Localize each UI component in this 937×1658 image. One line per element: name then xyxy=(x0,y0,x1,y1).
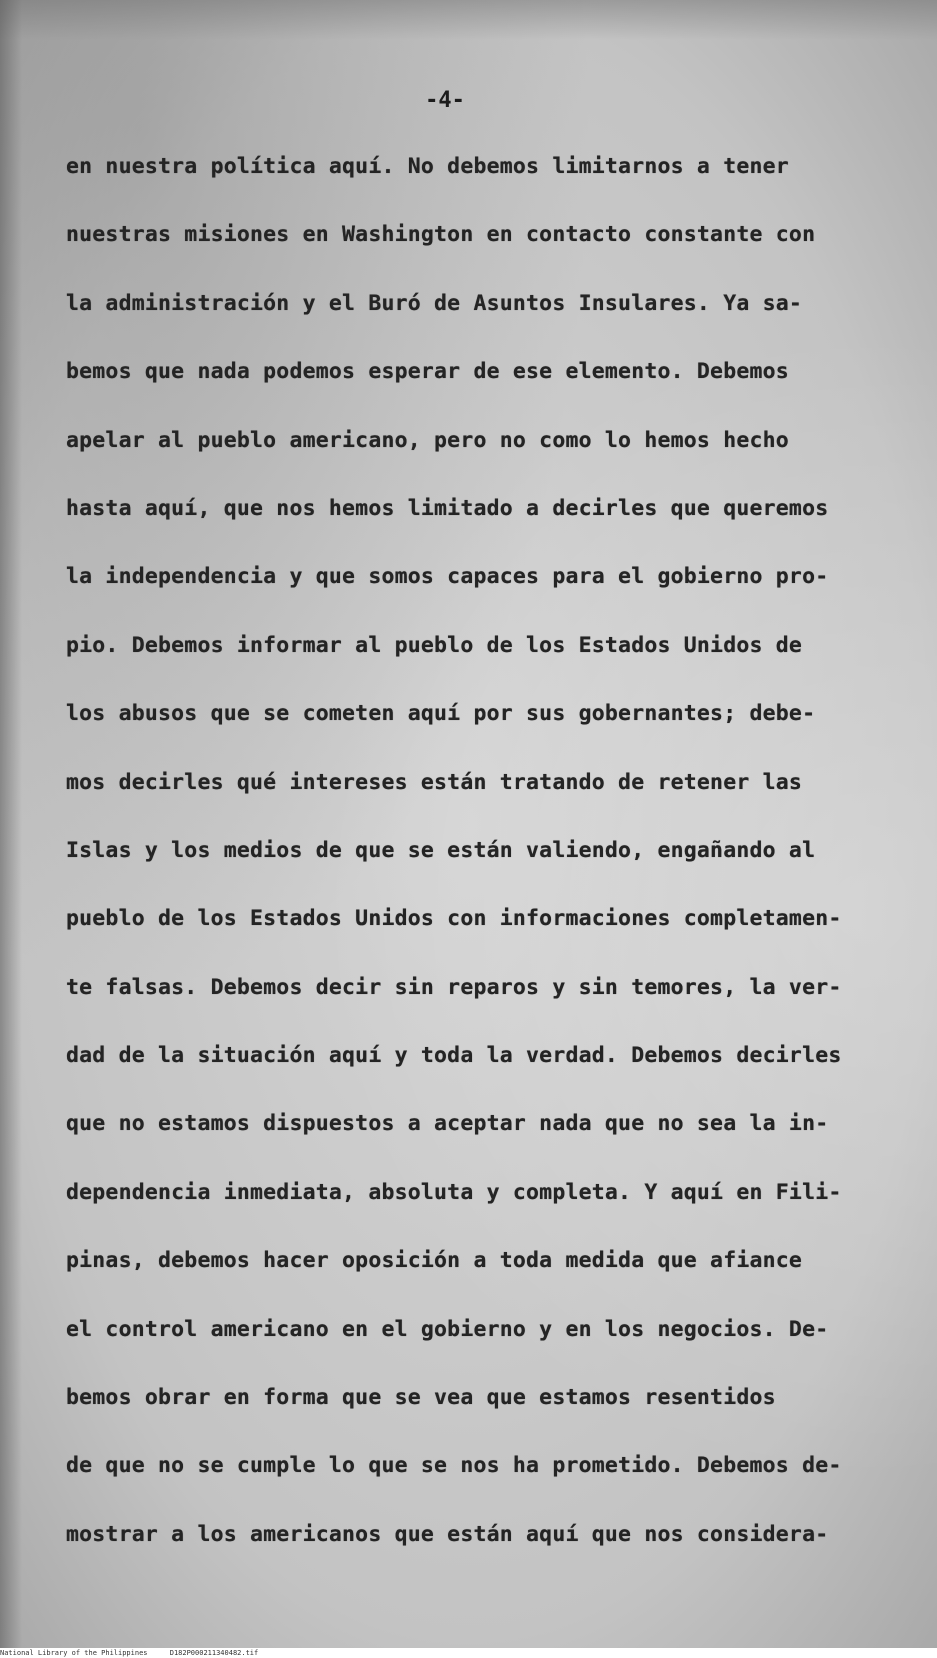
page-shadow-top xyxy=(0,0,937,40)
text-line: de que no se cumple lo que se nos ha prometido. Debemos de- xyxy=(66,1453,842,1479)
file-name: D182P000211340482.tif xyxy=(169,1649,259,1657)
text-line: pinas, debemos hacer oposición a toda medida que afiance xyxy=(66,1248,803,1274)
page-number: -4- xyxy=(425,88,465,113)
text-line: en nuestra política aquí. No debemos limitarnos a tener xyxy=(66,154,789,179)
text-line: mostrar a los americanos que están aquí que nos considera- xyxy=(66,1521,829,1547)
text-line: bemos que nada podemos esperar de ese elemento. Debemos xyxy=(66,359,789,385)
text-line: los abusos que se cometen aquí por sus gobernantes; debe- xyxy=(66,701,816,727)
text-line: pio. Debemos informar al pueblo de los Estados Unidos de xyxy=(66,632,803,658)
text-line: que no estamos dispuestos a aceptar nada que no sea la in- xyxy=(66,1111,829,1137)
text-line: apelar al pueblo americano, pero no como lo hemos hecho xyxy=(66,427,789,453)
text-line: mos decirles qué intereses están tratando de retener las xyxy=(66,769,803,795)
scan-footer xyxy=(0,1648,937,1658)
library-credit: National Library of the Philippines xyxy=(0,1649,148,1657)
text-line: hasta aquí, que nos hemos limitado a decirles que queremos xyxy=(66,495,829,521)
text-line: Islas y los medios de que se están valiendo, engañando al xyxy=(66,837,816,863)
text-line: nuestras misiones en Washington en contacto constante con xyxy=(66,222,816,248)
text-line: bemos obrar en forma que se vea que estamos resentidos xyxy=(66,1385,776,1411)
text-line: el control americano en el gobierno y en los negocios. De- xyxy=(66,1316,829,1342)
text-line: la administración y el Buró de Asuntos Insulares. Ya sa- xyxy=(66,290,803,316)
text-line: dad de la situación aquí y toda la verdad. Debemos decirles xyxy=(66,1043,842,1069)
text-line: dependencia inmediata, absoluta y completa. Y aquí en Fili- xyxy=(66,1179,842,1205)
text-line: te falsas. Debemos decir sin reparos y sin temores, la ver- xyxy=(66,974,842,1000)
page-shadow-left xyxy=(0,0,22,1648)
text-line: pueblo de los Estados Unidos con informaciones completamen- xyxy=(66,906,842,932)
text-line: la independencia y que somos capaces para el gobierno pro- xyxy=(66,564,829,590)
typed-body-text xyxy=(66,150,906,1586)
